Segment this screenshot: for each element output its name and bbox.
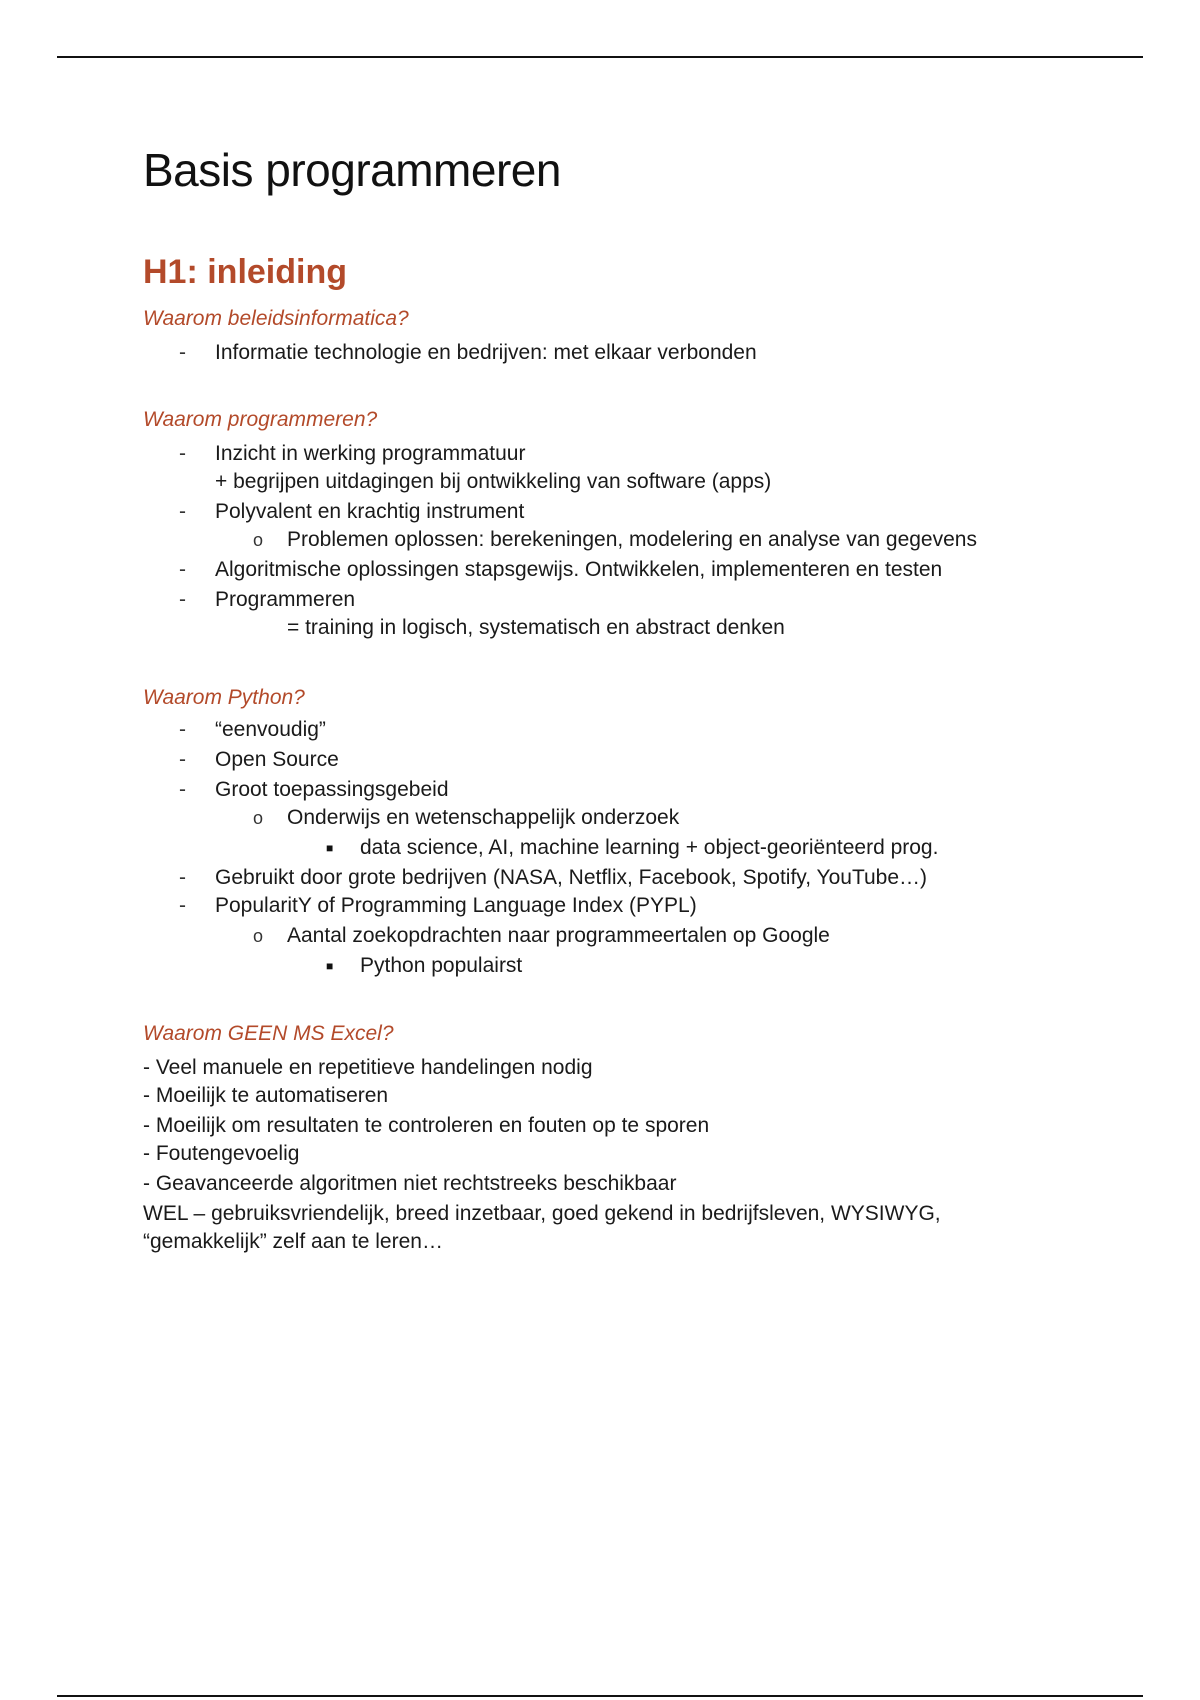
section-heading-programmeren: Waarom programmeren? xyxy=(143,408,378,431)
excel-line: “gemakkelijk” zelf aan te leren… xyxy=(143,1230,443,1253)
list-item: Gebruikt door grote bedrijven (NASA, Netflix, Facebook, Spotify, YouTube…) xyxy=(215,866,928,889)
list-item: Groot toepassingsgebeid xyxy=(215,778,449,801)
list-item: Open Source xyxy=(215,748,339,771)
document-page xyxy=(143,140,1103,1253)
list-item: Programmeren xyxy=(215,588,356,611)
list-subitem: Onderwijs en wetenschappelijk onderzoek xyxy=(287,806,680,829)
list-item: “eenvoudig” xyxy=(215,718,326,741)
excel-line: - Moeilijk om resultaten te controleren en fouten op te sporen xyxy=(143,1114,710,1137)
list-dash: - xyxy=(179,588,186,611)
list-item: Polyvalent en krachtig instrument xyxy=(215,500,525,523)
list-subitem: Problemen oplossen: berekeningen, modelering en analyse van gegevens xyxy=(287,528,977,551)
list-subsubitem: data science, AI, machine learning + object-georiënteerd prog. xyxy=(360,836,939,859)
page-title: Basis programmeren xyxy=(143,144,561,196)
list-circle: o xyxy=(253,808,264,828)
excel-line: - Foutengevoelig xyxy=(143,1142,300,1165)
chapter-heading: H1: inleiding xyxy=(143,253,347,291)
top-rule xyxy=(57,56,1143,58)
list-item: PopularitY of Programming Language Index (PYPL) xyxy=(215,894,697,917)
list-item: Algoritmische oplossingen stapsgewijs. Ontwikkelen, implementeren en testen xyxy=(215,558,943,581)
list-dash: - xyxy=(179,866,186,889)
section-heading-excel: Waarom GEEN MS Excel? xyxy=(143,1022,394,1045)
list-dash: - xyxy=(179,341,186,364)
excel-line: - Geavanceerde algoritmen niet rechtstreeks beschikbaar xyxy=(143,1172,677,1195)
list-square: ■ xyxy=(326,959,334,973)
bottom-rule xyxy=(57,1695,1143,1697)
list-circle: o xyxy=(253,926,264,946)
list-subitem: Aantal zoekopdrachten naar programmeertalen op Google xyxy=(287,924,830,947)
list-dash: - xyxy=(179,442,186,465)
excel-line: WEL – gebruiksvriendelijk, breed inzetbaar, goed gekend in bedrijfsleven, WYSIWYG, xyxy=(143,1202,941,1225)
list-dash: - xyxy=(179,894,186,917)
section-heading-beleid: Waarom beleidsinformatica? xyxy=(143,307,409,330)
list-item: Inzicht in werking programmatuur xyxy=(215,442,526,465)
list-dash: - xyxy=(179,500,186,523)
list-dash: - xyxy=(179,718,186,741)
list-square: ■ xyxy=(326,841,334,855)
list-circle: o xyxy=(253,530,264,550)
section-heading-python: Waarom Python? xyxy=(143,686,305,709)
list-item: Informatie technologie en bedrijven: met elkaar verbonden xyxy=(215,341,757,364)
list-dash: - xyxy=(179,748,186,771)
list-item-continuation: = training in logisch, systematisch en abstract denken xyxy=(287,616,785,639)
list-dash: - xyxy=(179,558,186,581)
list-subsubitem: Python populairst xyxy=(360,954,523,977)
excel-line: - Veel manuele en repetitieve handelingen nodig xyxy=(143,1056,593,1079)
list-dash: - xyxy=(179,778,186,801)
list-item-continuation: + begrijpen uitdagingen bij ontwikkeling van software (apps) xyxy=(215,470,772,493)
excel-line: - Moeilijk te automatiseren xyxy=(143,1084,389,1107)
